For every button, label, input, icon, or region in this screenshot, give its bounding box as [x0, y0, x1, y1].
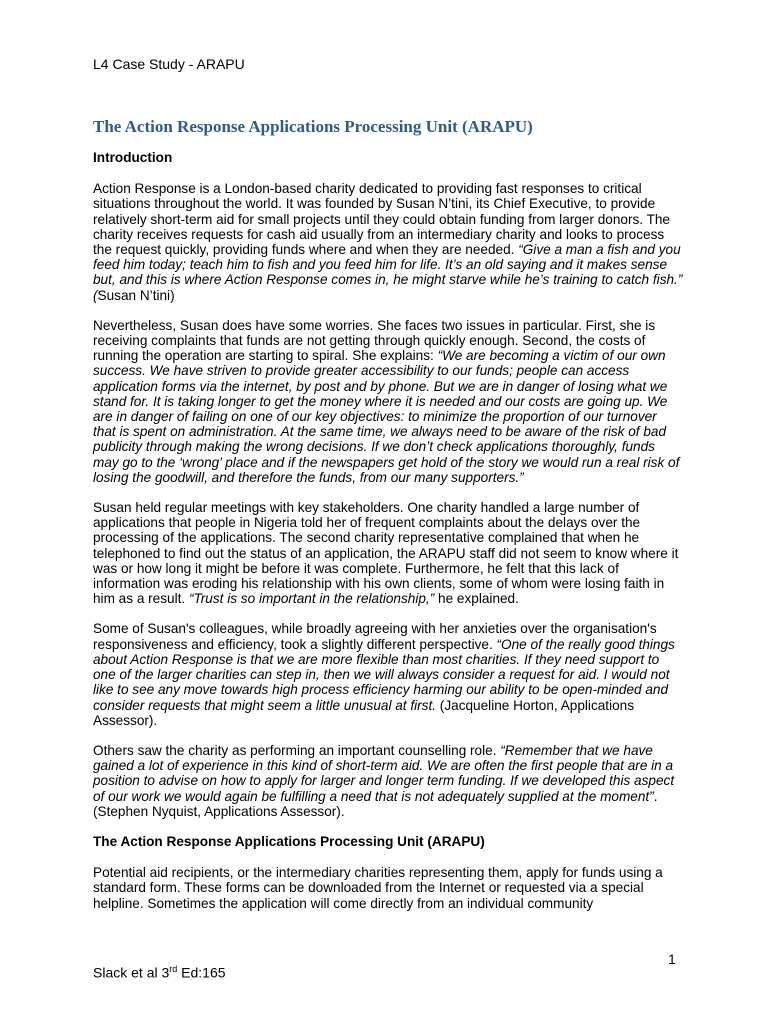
paragraph-6: Potential aid recipients, or the intermediary charities representing them, apply for funds using a standard form. These forms can be downloaded from the Internet or requested via a special helpline. Sometimes the application will come directly from an individual community	[93, 865, 663, 911]
paragraph-5: Others saw the charity as performing an important counselling role. “Remember that we have gained a lot of experience in this kind of short-term aid. We are often the first people that are in a position to advise on how to apply for larger and longer term funding. If we developed this aspect of our work we would again be fulfilling a need that is not adequately supplied at the moment”. (Stephen Nyquist, Applications Assessor).	[93, 742, 675, 819]
document-body	[93, 150, 683, 926]
section-heading: The Action Response Applications Processing Unit (ARAPU)	[93, 833, 485, 849]
quote: “We are becoming a victim of our own success. We have striven to provide greater accessibility to our funds; people can access application forms via the internet, by post and by phone. But we are in danger of losing what we stand for. It is taking longer to get the money where it is needed and our costs are going up. We are in danger of failing on one of our key objectives: to minimize the proportion of our turnover that is spent on administration. At the same time, we always need to be aware of the risk of bad publicity through making the wrong decisions. If we don’t check applications thoroughly, funds may go to the ‘wrong’ place and if the newspapers get hold of the story we would run a real risk of losing the goodwill, and therefore the funds, from our many supporters.”	[93, 348, 680, 485]
paragraph-3: Susan held regular meetings with key stakeholders. One charity handled a large number of applications that people in Nigeria told her of frequent complaints about the delays over the processing of the applications. The second charity representative complained that when he telephoned to find out the status of an application, the ARAPU staff did not seem to know where it was or how long it might be before it was complete. Furthermore, he felt that this lack of information was eroding his relationship with his own clients, some of whom were losing faith in him as a result. “Trust is so important in the relationship,” he explained.	[93, 500, 679, 607]
paragraph-4: Some of Susan's colleagues, while broadly agreeing with her anxieties over the organisation's responsiveness and efficiency, took a slightly different perspective. “One of the really good things about Action Response is that we are more flexible than most charities. If they need support to one of the larger charities can step in, then we will always consider a request for aid. I would not like to see any move towards high process efficiency harming our ability to be open-minded and consider requests that might seem a little unusual at first. (Jacqueline Horton, Applications Assessor).	[93, 621, 675, 728]
quote: “Remember that we have gained a lot of experience in this kind of short-term aid. We are often the first people that are in a position to advise on how to apply for larger and longer term funding. If we developed this aspect of our work we would again be fulfilling a need that is not adequately supplied at the moment”	[93, 742, 675, 804]
page-header: L4 Case Study - ARAPU	[93, 56, 245, 72]
introduction-heading: Introduction	[93, 150, 173, 165]
page-footer: Slack et al 3rd Ed:165	[93, 964, 226, 981]
paragraph-1: Action Response is a London-based charity dedicated to providing fast responses to critical situations throughout the world. It was founded by Susan N’tini, its Chief Executive, to provide relatively short-term aid for small projects until they could obtain funding from larger donors. The charity receives requests for cash aid usually from an intermediary charity and looks to process the request quickly, providing funds where and when they are needed. “Give a man a fish and you feed him today; teach him to fish and you feed him for life. It’s an old saying and it makes sense but, and this is where Action Response comes in, he might starve while he’s training to catch fish.” (Susan N’tini)	[93, 181, 683, 303]
quote: “Trust is so important in the relationship,”	[188, 591, 435, 607]
quote: “Give a man a fish and you feed him today; teach him to fish and you feed him for life. It’s an old saying and it makes sense but, and this is where Action Response comes in, he might starve while he’s training to catch fish.” (	[93, 242, 683, 303]
document-title: The Action Response Applications Processing Unit (ARAPU)	[93, 117, 533, 136]
page-number: 1	[668, 951, 676, 967]
quote: “One of the really good things about Action Response is that we are more flexible than most charities. If they need support to one of the larger charities can step in, then we will always consider a request for aid. I would not like to see any move towards high process efficiency harming our ability to be open-minded and consider requests that might seem a little unusual at first.	[93, 636, 675, 713]
paragraph-2: Nevertheless, Susan does have some worries. She faces two issues in particular. First, she is receiving complaints that funds are not getting through quickly enough. Second, the costs of running the operation are starting to spiral. She explains: “We are becoming a victim of our own success. We have striven to provide greater accessibility to our funds; people can access application forms via the internet, by post and by phone. But we are in danger of losing what we stand for. It is taking longer to get the money where it is needed and our costs are going up. We are in danger of failing on one of our key objectives: to minimize the proportion of our turnover that is spent on administration. At the same time, we always need to be aware of the risk of bad publicity through making the wrong decisions. If we don’t check applications thoroughly, funds may go to the ‘wrong’ place and if the newspapers get hold of the story we would run a real risk of losing the goodwill, and therefore the funds, from our many supporters.”	[93, 317, 680, 485]
